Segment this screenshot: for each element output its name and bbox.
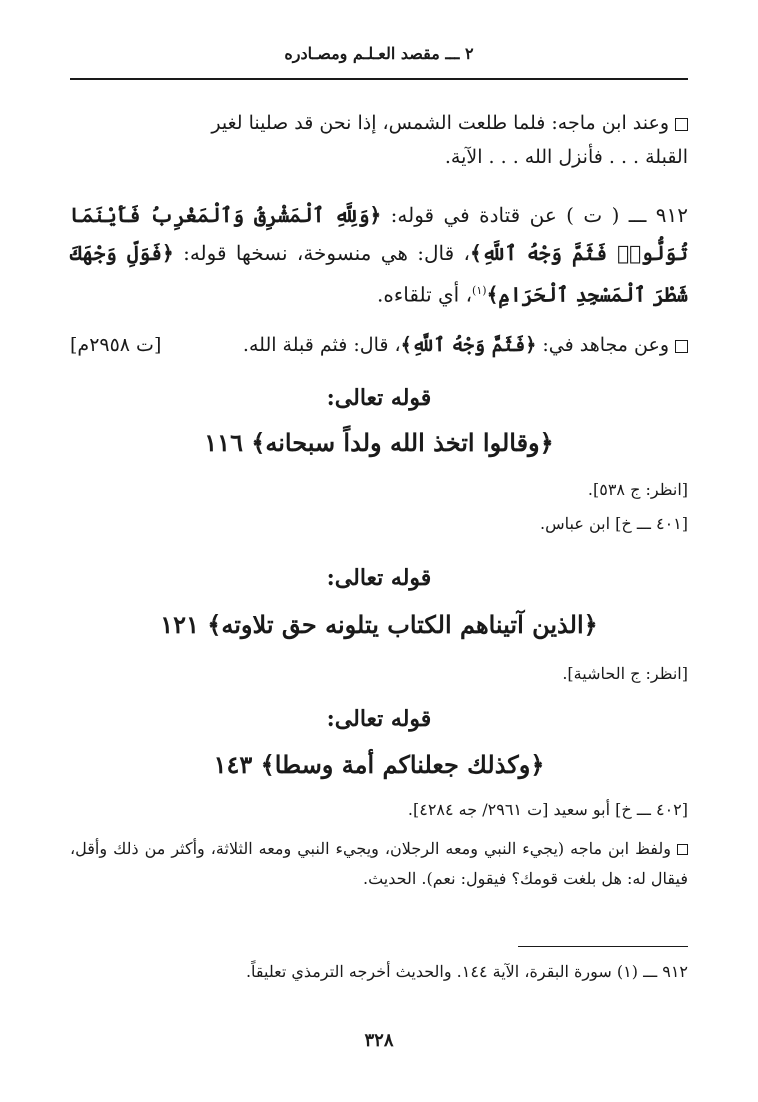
mujahid-paragraph <box>70 328 688 362</box>
section-1-note-2: [٤٠١ ـــ خ] ابن عباس. <box>540 514 688 533</box>
header-rule <box>70 78 688 80</box>
footnote: ٩١٢ ـــ (١) سورة البقرة، الآية ١٤٤. والحديث أخرجه الترمذي تعليقاً. <box>245 962 688 981</box>
quran-quote-2: ﴿فَوَلِّ وَجْهَكَ شَطْرَ ٱلْمَسْجِدِ ٱلْحَرَامِ﴾ <box>70 241 688 307</box>
intro-line-2: القبلة . . . فأنزل الله . . . الآية. <box>444 146 688 168</box>
footnote-marker: (١) <box>472 284 487 297</box>
section-3-verse: ﴿وكذلك جعلناكم أمة وسطا﴾ ١٤٣ <box>213 750 545 779</box>
section-1-verse: ﴿وقالوا اتخذ الله ولداً سبحانه﴾ ١١٦ <box>204 428 554 457</box>
intro-paragraph <box>70 106 688 174</box>
mujahid-rest: ، قال: فثم قبلة الله. <box>242 334 401 356</box>
running-head: ٢ ـــ مقصد العـلـم ومصـادره <box>284 44 474 63</box>
square-marker-icon <box>677 844 688 855</box>
footnote-rule <box>518 946 688 947</box>
section-2-heading: قوله تعالى: <box>326 565 432 591</box>
section-2-verse: ﴿الذين آتيناهم الكتاب يتلونه حق تلاوته﴾ ١٢١ <box>160 610 598 639</box>
section-2-note-1: [انظر: ج الحاشية]. <box>562 664 688 683</box>
page-number: ٣٢٨ <box>364 1030 394 1051</box>
entry-912 <box>70 196 688 314</box>
quran-quote-1: ﴿وَلِلَّهِ ٱلْمَشْرِقُ وَٱلْمَغْرِبُ فَأَيْنَمَا تُوَلُّوا۟ فَثَمَّ وَجْهُ ٱللَّهِ﴾ <box>70 203 688 265</box>
section-1-note-1: [انظر: ج ٥٣٨]. <box>587 480 688 499</box>
intro-line-1: وعند ابن ماجه: فلما طلعت الشمس، إذا نحن قد صلينا لغير <box>211 112 669 134</box>
section-3-body <box>70 834 688 894</box>
entry-912-mid: ، قال: هي منسوخة، نسخها قوله: <box>183 241 471 265</box>
mujahid-opening: وعن مجاهد في: <box>542 334 669 356</box>
section-3-heading: قوله تعالى: <box>326 706 432 732</box>
section-3-note-1: [٤٠٢ ـــ خ] أبو سعيد [ت ٢٩٦١/ جه ٤٢٨٤]. <box>407 800 688 819</box>
square-marker-icon <box>675 340 688 353</box>
section-3-body-text: ولفظ ابن ماجه (يجيء النبي ومعه الرجلان، ويجيء النبي ومعه الثلاثة، وأكثر من ذلك وأقل، فيقال له: هل بلغت قومك؟ فيقول: نعم). الحديث. <box>70 839 688 888</box>
entry-912-end: ، أي تلقاءه. <box>377 282 473 307</box>
mujahid-reference: [ت ٢٩٥٨م] <box>70 334 162 356</box>
entry-912-opening: ٩١٢ ـــ ( ت ) عن قتادة في قوله: <box>390 203 689 227</box>
square-marker-icon <box>675 118 688 131</box>
section-1-heading: قوله تعالى: <box>326 385 432 411</box>
quran-quote-3: ﴿فَثَمَّ وَجْهُ ٱللَّهِ﴾ <box>400 334 537 356</box>
